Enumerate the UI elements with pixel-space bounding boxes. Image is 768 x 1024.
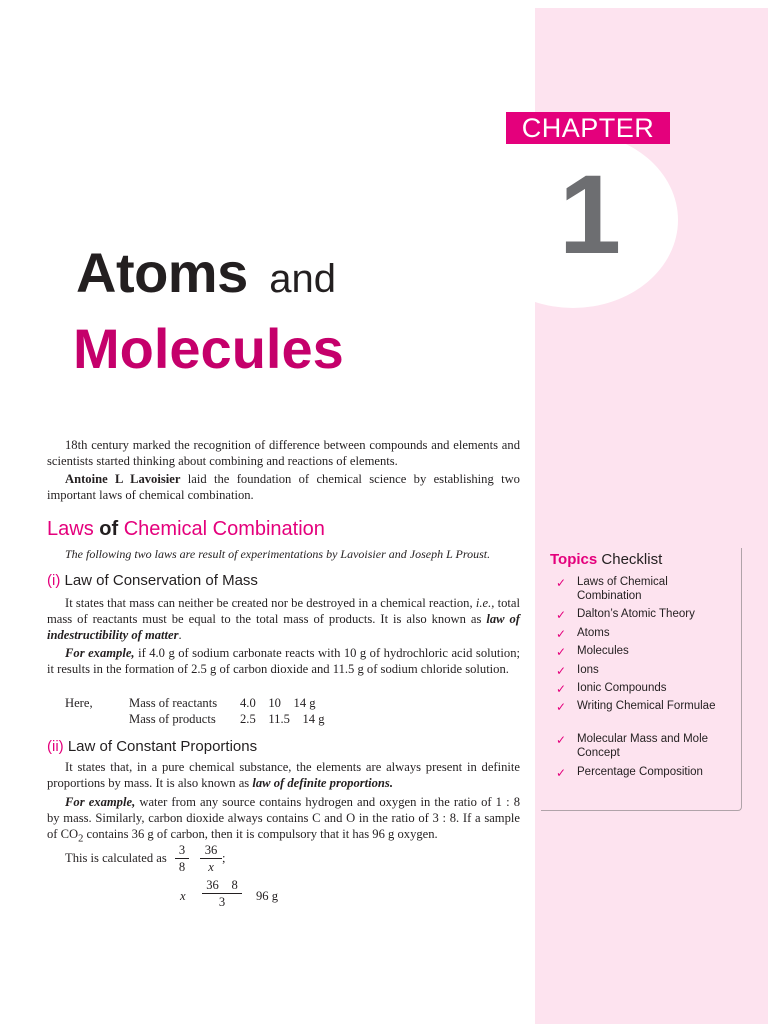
topics-title-bold: Topics <box>550 551 598 568</box>
section-heading <box>47 516 325 542</box>
reactants-label: Mass of reactants <box>129 696 218 710</box>
fraction3-denominator: 3 <box>218 895 226 909</box>
law2-example-label: For example, <box>65 795 136 809</box>
check-icon: ✓ <box>556 645 567 659</box>
law1-alt-name: law of indestructibility of matter <box>47 612 520 642</box>
fraction3-numerator: 36 8 <box>206 878 238 892</box>
check-icon: ✓ <box>556 664 567 678</box>
calc-label: This is calculated as <box>65 851 167 865</box>
heading-laws: Laws <box>47 518 94 540</box>
fraction1-numerator: 3 <box>178 843 186 857</box>
law1-ie: i.e., <box>475 596 495 610</box>
topic-label: Dalton’s Atomic Theory <box>577 608 695 620</box>
law2-heading <box>47 737 257 757</box>
heading-of: of <box>99 518 119 540</box>
topic-label: Laws of Chemical Combination <box>577 576 668 602</box>
law1-example-text: if 4.0 g of sodium carbonate reacts with 10 g of hydrochloric acid solution; it results in the formation of 2.5 g of carbon dioxide and 11.5 g of sodium chloride solution. <box>47 646 520 676</box>
check-icon: ✓ <box>556 576 567 590</box>
topic-label: Molecules <box>577 645 629 657</box>
check-icon: ✓ <box>556 682 567 696</box>
law1-title: Law of Conservation of Mass <box>64 572 258 589</box>
intro-paragraph-1 <box>47 437 520 469</box>
lavoisier-name: Antoine L Lavoisier <box>65 472 181 486</box>
intro-paragraph-2 <box>47 471 520 503</box>
law2-example-end: contains 36 g of carbon, then it is compulsory that it has 96 g oxygen. <box>83 827 438 841</box>
fraction2-denominator: x <box>208 860 214 874</box>
law1-text-b: total mass of reactants must be equal to the total mass of products. It is also known as <box>47 596 520 626</box>
page-title-line1 <box>76 240 336 312</box>
law2-text: It states that, in a pure chemical substance, the elements are always present in definite proportions by mass. It is also known as <box>47 760 520 790</box>
law2-example-text: water from any source contains hydrogen and oxygen in the ratio of 1 : 8 by mass. Similarly, carbon dioxide always contains C and O in the ratio of 3 : 8. If a sample of CO <box>47 795 520 841</box>
topic-label: Ions <box>577 664 599 676</box>
page-title-line2: Molecules <box>73 317 344 380</box>
fraction3-bar <box>202 893 242 894</box>
title-and: and <box>269 257 337 301</box>
fraction2-bar <box>200 858 222 859</box>
chapter-label: CHAPTER <box>506 112 670 144</box>
law2-example <box>47 794 520 848</box>
check-icon: ✓ <box>556 733 567 747</box>
reactants-values: 4.0 10 14 g <box>240 696 316 710</box>
variable-x: x <box>180 889 186 903</box>
law1-text-a: It states that mass can neither be created nor be destroyed in a chemical reaction, <box>65 596 476 610</box>
law1-heading <box>47 571 258 591</box>
products-values: 2.5 11.5 14 g <box>240 712 325 726</box>
products-label: Mass of products <box>129 712 216 726</box>
heading-chemical-combination: Chemical Combination <box>123 518 325 540</box>
check-icon: ✓ <box>556 608 567 622</box>
check-icon: ✓ <box>556 766 567 780</box>
law1-number: (i) <box>47 572 61 589</box>
topic-label: Atoms <box>577 627 610 639</box>
co2-subscript: 2 <box>78 833 84 845</box>
topic-label: Writing Chemical Formulae <box>577 700 716 712</box>
topics-title-rest: Checklist <box>601 551 663 568</box>
intro-text-1: 18th century marked the recognition of difference between compounds and elements and scientists started thinking about combining and reactions of elements. <box>47 438 520 468</box>
section-intro: The following two laws are result of experimentations by Lavoisier and Joseph L Proust. <box>65 547 491 561</box>
fraction2-numerator: 36 <box>204 843 218 857</box>
chapter-number: 1 <box>558 152 622 277</box>
topic-label: Percentage Composition <box>577 766 703 778</box>
topic-label: Ionic Compounds <box>577 682 667 694</box>
law1-paragraph <box>47 595 520 643</box>
intro-text-2: laid the foundation of chemical science by establishing two important laws of chemical combination. <box>47 472 520 502</box>
law2-title: Law of Constant Proportions <box>67 738 258 755</box>
fraction1-denominator: 8 <box>178 860 186 874</box>
law2-number: (ii) <box>47 738 64 755</box>
result-value: 96 g <box>256 889 279 903</box>
law2-paragraph <box>47 759 520 791</box>
semicolon: ; <box>222 851 226 865</box>
title-atoms: Atoms <box>76 241 248 304</box>
law1-example-label: For example, <box>65 646 135 660</box>
check-icon: ✓ <box>556 627 567 641</box>
here-label: Here, <box>65 696 93 710</box>
check-icon: ✓ <box>556 700 567 714</box>
law1-example <box>47 645 520 677</box>
topics-title <box>550 550 662 570</box>
fraction1-bar <box>175 858 189 859</box>
law1-text-end: . <box>178 628 182 642</box>
topic-label: Molecular Mass and Mole Concept <box>577 733 709 759</box>
law2-alt-name: law of definite proportions. <box>252 776 393 790</box>
